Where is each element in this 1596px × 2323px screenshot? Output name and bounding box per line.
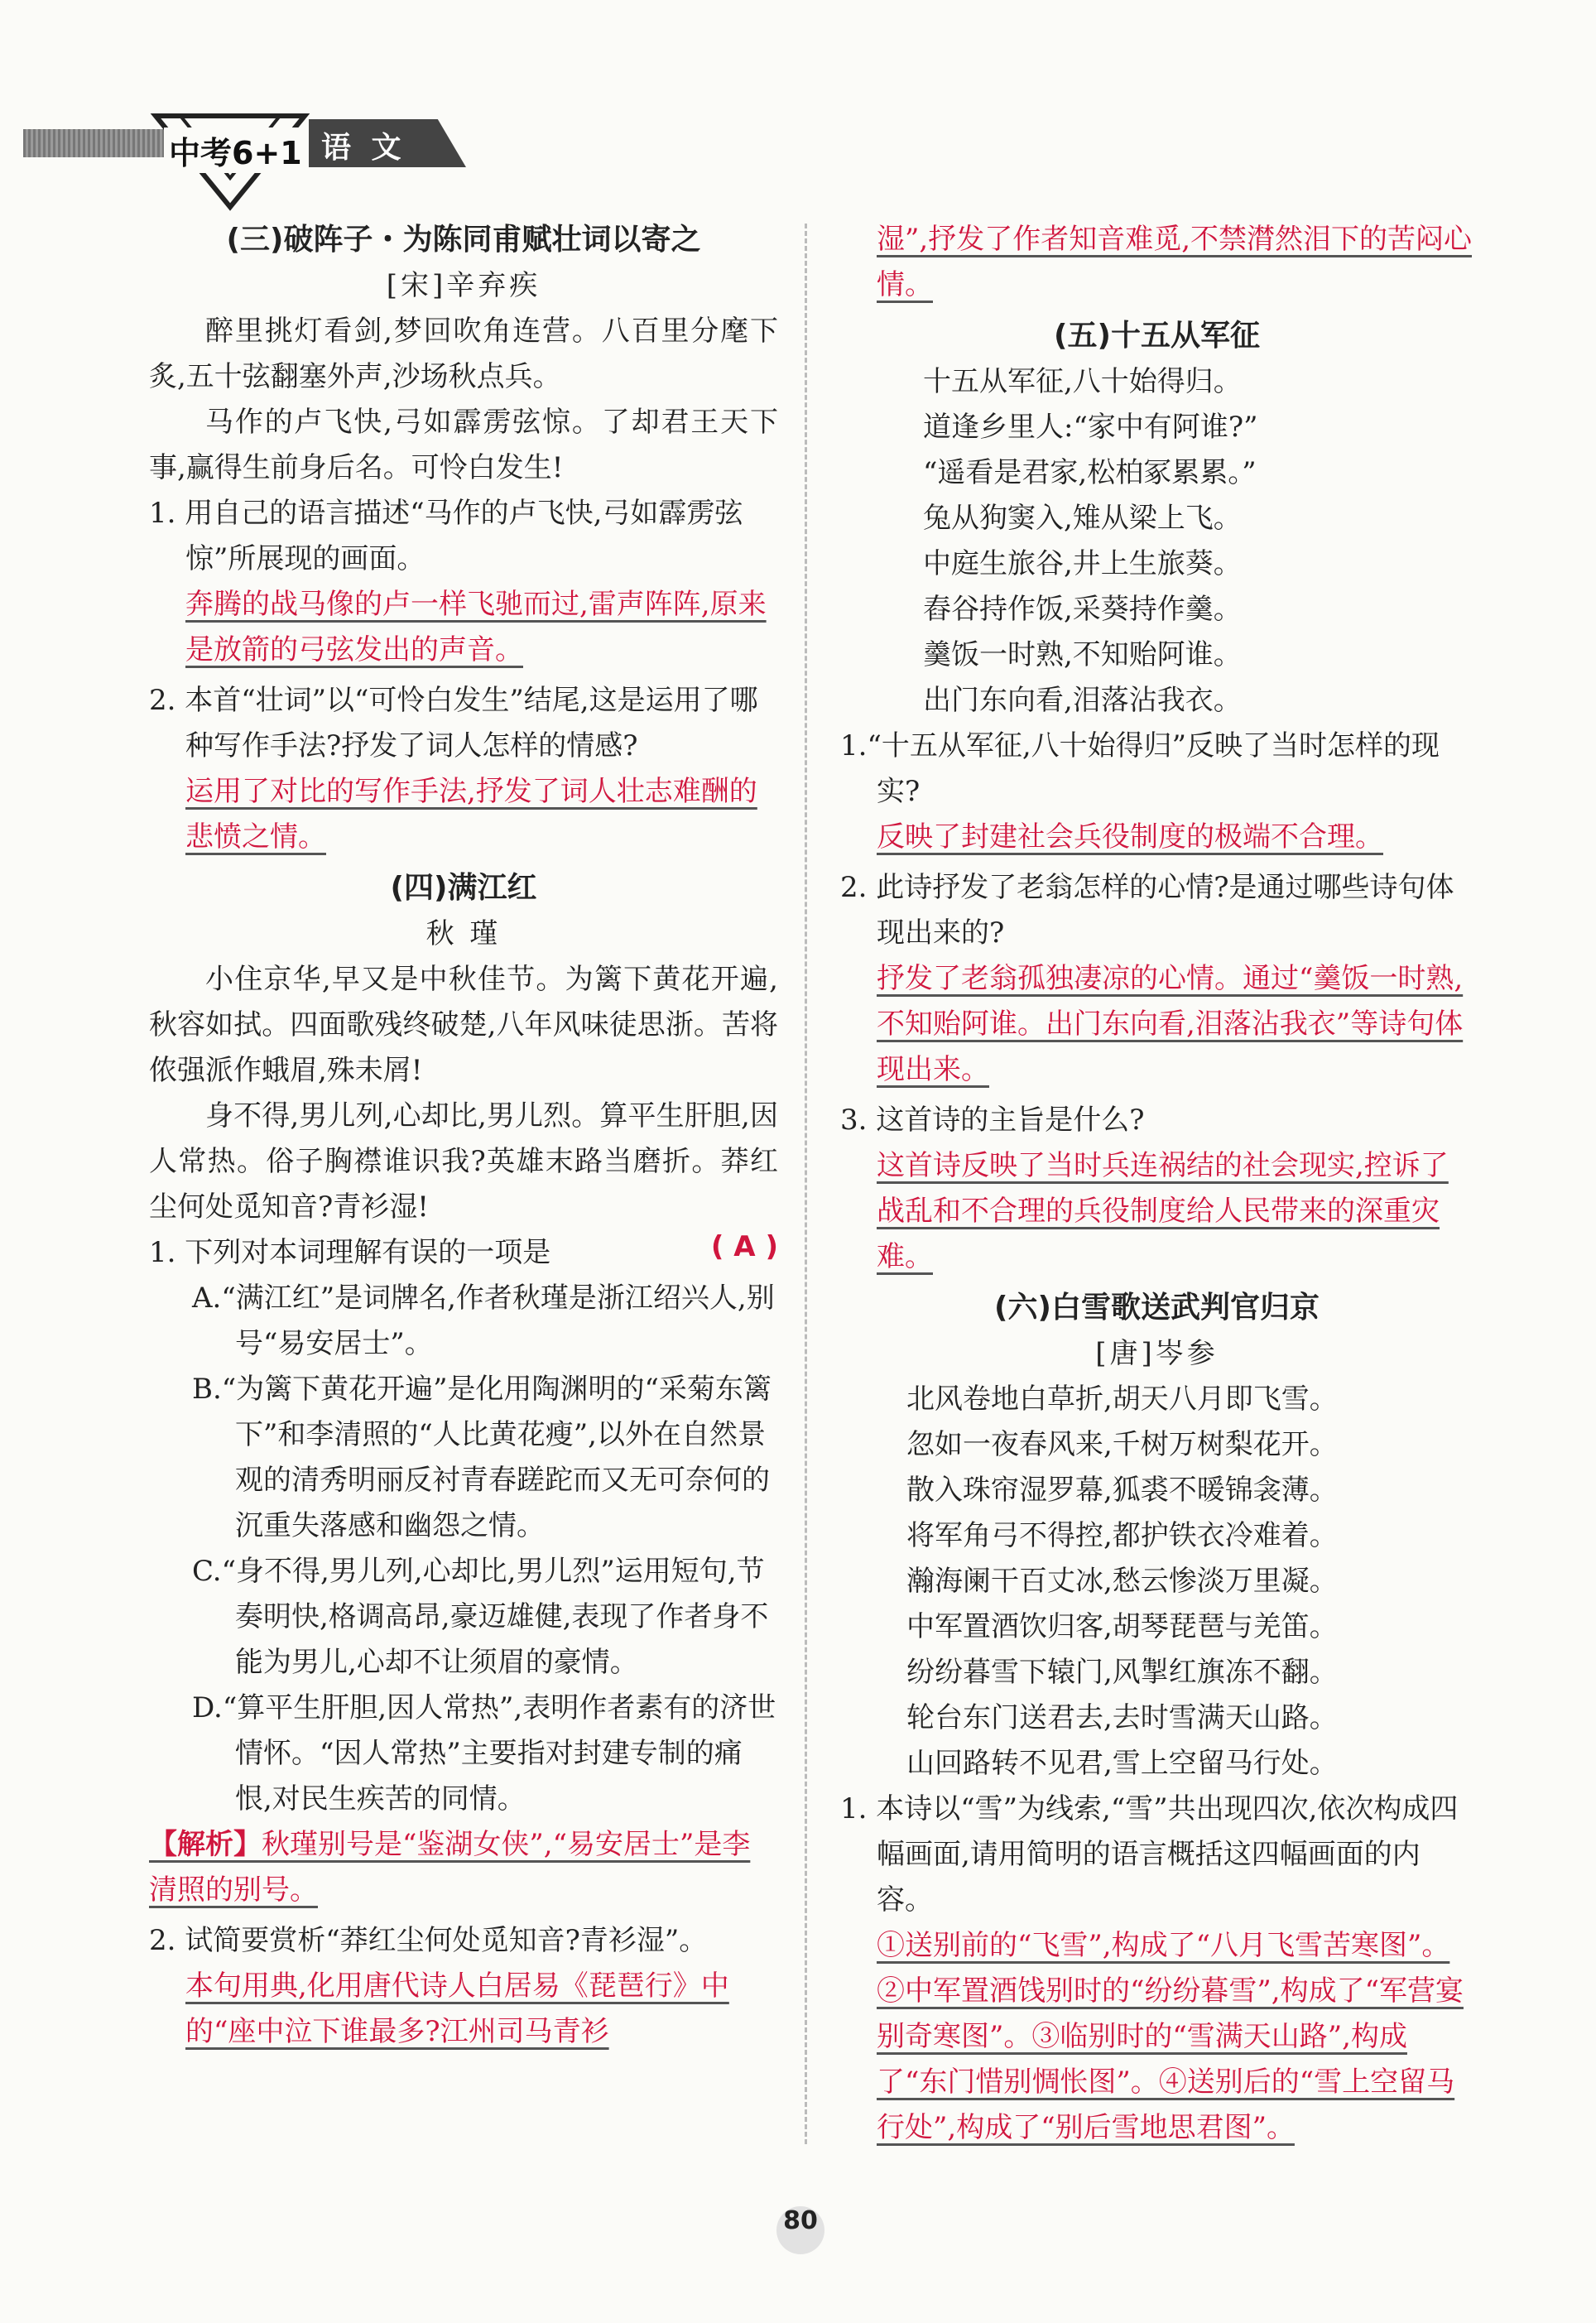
section-title: (三)破阵子・为陈同甫赋壮词以寄之 [226, 223, 701, 257]
answer: 这首诗反映了当时兵连祸结的社会现实,控诉了战乱和不合理的兵役制度给人民带来的深重灾难。 [877, 1149, 1449, 1273]
option-d: D.“算平生肝胆,因人常热”,表明作者素有的济世情怀。“因人常热”主要指对封建专制的痛恨,对民生疾苦的同情。 [192, 1691, 776, 1816]
poem-line: 散入珠帘湿罗幕,狐裘不暖锦衾薄。 [906, 1474, 1338, 1507]
option-a: A.“满江红”是词牌名,作者秋瑾是浙江绍兴人,别号“易安居士”。 [192, 1282, 775, 1360]
choice-answer: ( A ) [710, 1230, 778, 1263]
page-number: 80 [776, 2206, 824, 2254]
analysis-text: 秋瑾别号是“鉴湖女侠”,“易安居士”是李清照的别号。 [149, 1828, 751, 1907]
answer: 奔腾的战马像的卢一样飞驰而过,雷声阵阵,原来是放箭的弓弦发出的声音。 [185, 588, 767, 666]
section-author: [宋]辛弃疾 [386, 269, 541, 302]
poem-line: 兔从狗窦入,雉从梁上飞。 [923, 502, 1242, 535]
answer: ①送别前的“飞雪”,构成了“八月飞雪苦寒图”。②中军置酒饯别时的“纷纷暮雪”,构成了“军营宴别奇寒图”。③临别时的“雪满天山路”,构成了“东门惜别惆怅图”。④送别后的“雪上空留马行处”,构成了“别后雪地思君图”。 [877, 1929, 1464, 2144]
section-title: (五)十五从军征 [1054, 319, 1260, 353]
question: 1.“十五从军征,八十始得归”反映了当时怎样的现实? [840, 729, 1440, 808]
question: 2. 本首“壮词”以“可怜白发生”结尾,这是运用了哪种写作手法?抒发了词人怎样的情感? [149, 684, 758, 762]
section-title: (六)白雪歌送武判官归京 [994, 1291, 1320, 1325]
poem-paragraph: 小住京华,早又是中秋佳节。为篱下黄花开遍,秋容如拭。四面歌残终破楚,八年风味徒思浙。苦将侬强派作蛾眉,殊未屑! [149, 963, 778, 1087]
answer-continued: 湿”,抒发了作者知音难觅,不禁潸然泪下的苦闷心情。 [877, 223, 1472, 301]
option-c: C.“身不得,男儿列,心却比,男儿烈”运用短句,节奏明快,格调高昂,豪迈雄健,表现了作者身不能为男儿,心却不让须眉的豪情。 [192, 1555, 769, 1679]
poem-line: 中庭生旅谷,井上生旅葵。 [923, 547, 1242, 580]
question: 2. 试简要赏析“莽红尘何处觅知音?青衫湿”。 [149, 1924, 708, 1957]
answer: 本句用典,化用唐代诗人白居易《琵琶行》中的“座中泣下谁最多?江州司马青衫 [185, 1970, 729, 2048]
section-title: (四)满江红 [390, 871, 537, 905]
answer: 反映了封建社会兵役制度的极端不合理。 [877, 820, 1383, 854]
poem-line: 出门东向看,泪落沾我衣。 [923, 684, 1242, 717]
poem-line: 舂谷持作饭,采葵持作羹。 [923, 593, 1242, 626]
left-column [149, 217, 778, 2060]
poem-line: 山回路转不见君,雪上空留马行处。 [906, 1747, 1338, 1780]
poem-paragraph: 身不得,男儿列,心却比,男儿烈。算平生肝胆,因人常热。俗子胸襟谁识我?英雄末路当磨折。莽红尘何处觅知音?青衫湿! [149, 1099, 778, 1224]
subject-label: 语 文 [321, 131, 406, 165]
poem-line: 中军置酒饮归客,胡琴琵琶与羌笛。 [906, 1610, 1338, 1643]
right-column [840, 217, 1473, 2156]
section-author: 秋 瑾 [425, 917, 502, 950]
poem-line: 道逢乡里人:“家中有阿谁?” [923, 411, 1258, 444]
poem-line: 北风卷地白草折,胡天八月即飞雪。 [906, 1383, 1338, 1416]
choice-question [149, 1230, 778, 1276]
question: 3. 这首诗的主旨是什么? [840, 1104, 1145, 1137]
poem-line: 瀚海阑干百丈冰,愁云惨淡万里凝。 [906, 1565, 1338, 1598]
poem-paragraph: 马作的卢飞快,弓如霹雳弦惊。了却君王天下事,赢得生前身后名。可怜白发生! [149, 406, 778, 484]
poem-line: 忽如一夜春风来,千树万树梨花开。 [906, 1428, 1338, 1461]
column-divider [805, 224, 807, 2144]
section-author: [唐]岑参 [1095, 1337, 1219, 1370]
logo-text: 中考6+1 [164, 127, 307, 173]
poem-paragraph: 醉里挑灯看剑,梦回吹角连营。八百里分麾下炙,五十弦翻塞外声,沙场秋点兵。 [149, 315, 778, 393]
question-text: 1. 下列对本词理解有误的一项是 [149, 1236, 551, 1269]
answer: 抒发了老翁孤独凄凉的心情。通过“羹饭一时熟,不知贻阿谁。出门东向看,泪落沾我衣”等诗句体现出来。 [877, 962, 1464, 1086]
poem-line: 羹饭一时熟,不知贻阿谁。 [923, 638, 1242, 671]
question: 1. 本诗以“雪”为线索,“雪”共出现四次,依次构成四幅画面,请用简明的语言概括这四幅画面的内容。 [840, 1792, 1459, 1917]
poem-line: 纷纷暮雪下辕门,风掣红旗冻不翻。 [906, 1656, 1338, 1689]
poem-line: “遥看是君家,松柏冢累累。” [923, 456, 1257, 489]
option-b: B.“为篱下黄花开遍”是化用陶渊明的“采菊东篱下”和李清照的“人比黄花瘦”,以外在自然景观的清秀明丽反衬青春蹉跎而又无可奈何的沉重失落感和幽怨之情。 [192, 1373, 772, 1542]
poem-line: 将军角弓不得控,都护铁衣冷难着。 [906, 1519, 1338, 1552]
poem-line: 轮台东门送君去,去时雪满天山路。 [906, 1701, 1338, 1734]
answer: 运用了对比的写作手法,抒发了词人壮志难酬的悲愤之情。 [185, 775, 757, 854]
question: 2. 此诗抒发了老翁怎样的心情?是通过哪些诗句体现出来的? [840, 871, 1454, 950]
analysis [149, 1822, 778, 1913]
page-header [23, 99, 454, 171]
analysis-label: 【解析】 [149, 1828, 262, 1861]
poem-line: 十五从军征,八十始得归。 [923, 365, 1242, 398]
question: 1. 用自己的语言描述“马作的卢飞快,弓如霹雳弦惊”所展现的画面。 [149, 497, 743, 575]
